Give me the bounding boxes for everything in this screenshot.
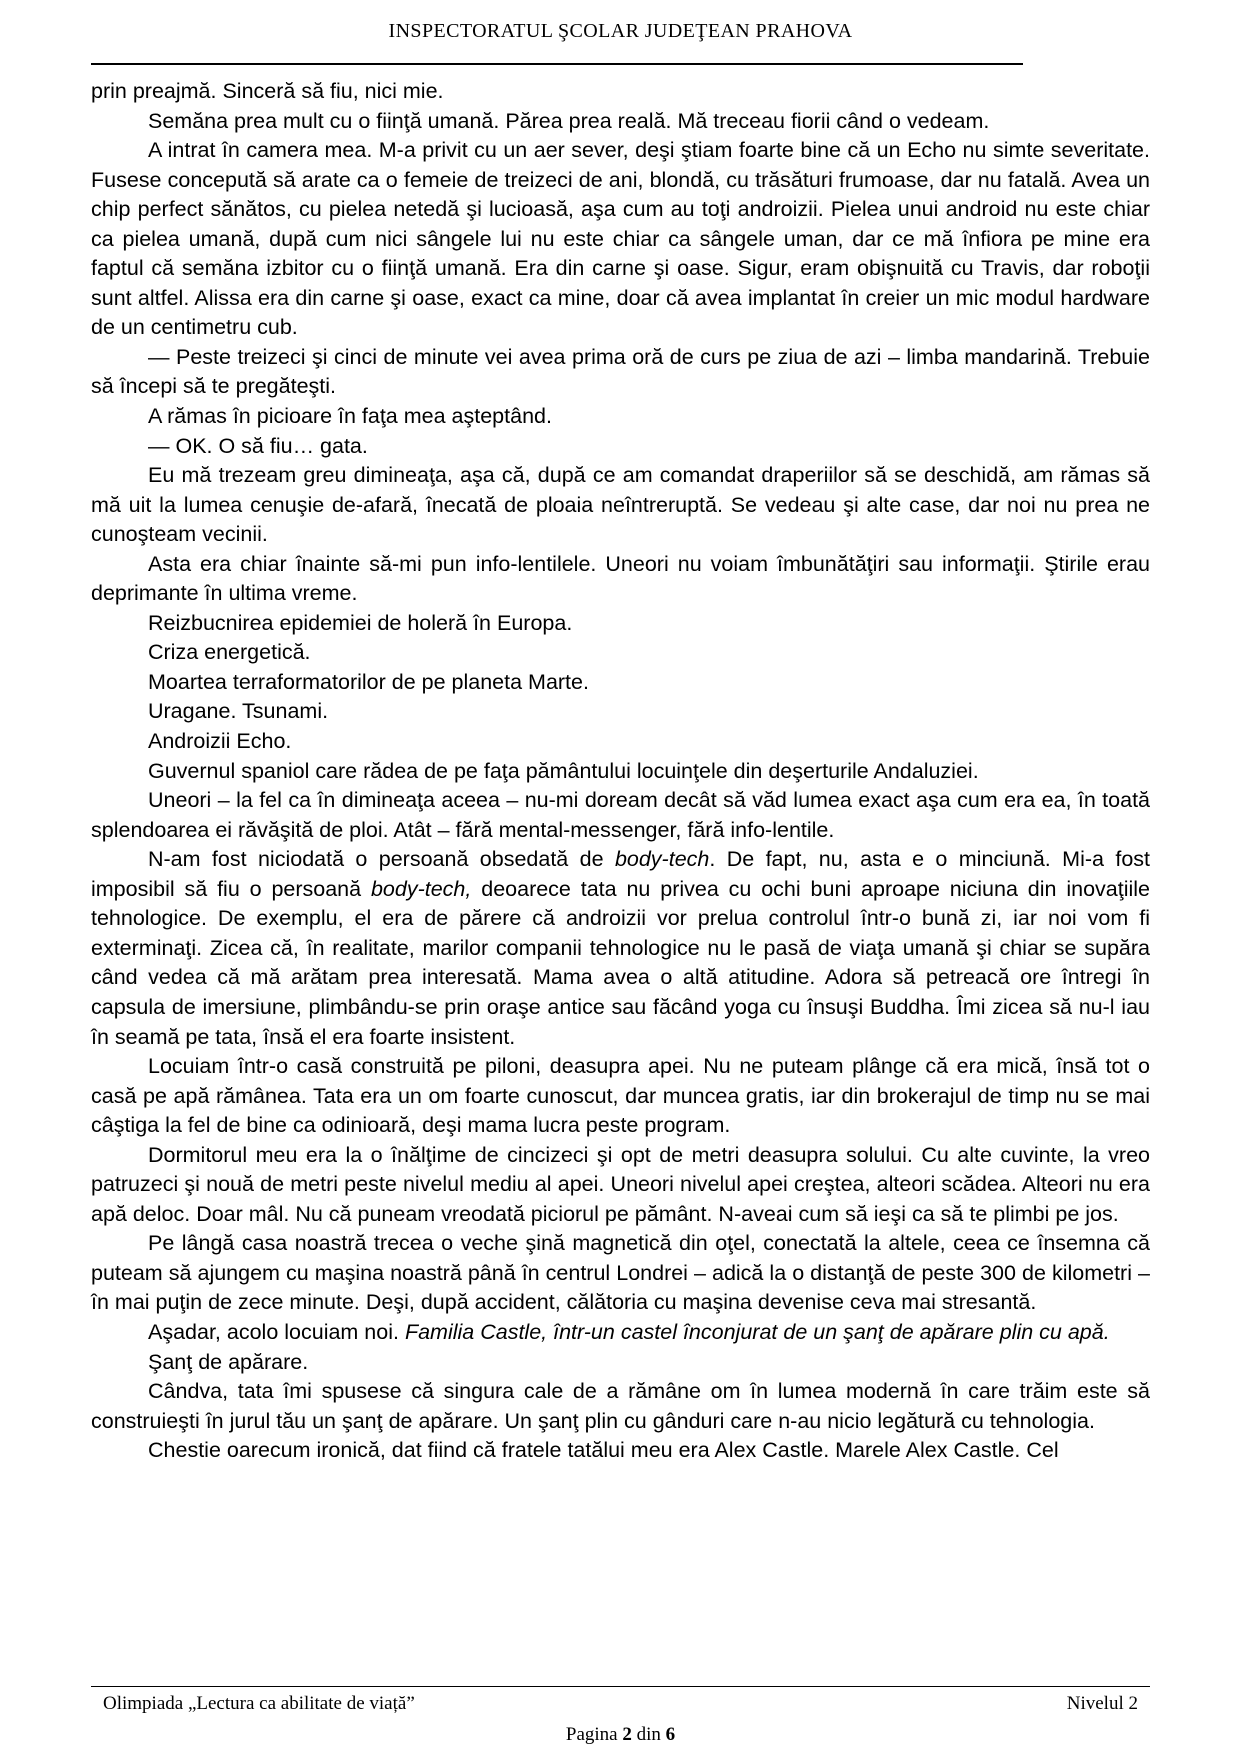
paragraph xyxy=(91,727,1150,757)
page-footer xyxy=(91,1686,1150,1748)
footer-right-text: Nivelul 2 xyxy=(1066,1693,1138,1714)
text-run: 2 xyxy=(622,1724,632,1745)
text-run: Criza energetică. xyxy=(148,640,311,665)
footer-left-text: Olimpiada „Lectura ca abilitate de viață” xyxy=(103,1693,415,1714)
text-run: deoarece tata nu privea cu ochi buni aproape niciuna din inovaţiile tehnologice. De exemplu, el era de părere că androizii vor prelua controlul într-o bună zi, iar noi vom fi exterminaţi. Zicea că, în realitate, marilor companii tehnologice nu le pasă de viaţa umană şi chiar se supăra când vedea că mă arătam prea interesată. Mama avea o altă atitudine. Adora să petreacă ore întregi în capsula de imersiune, plimbându-se prin oraşe antice sau făcând yoga cu însuşi Buddha. Îmi zicea să nu-l iau în seamă pe tata, însă el era foarte insistent. xyxy=(91,876,1150,1049)
text-run: Eu mă trezeam greu dimineaţa, aşa că, după ce am comandat draperiilor să se deschidă, am rămas să mă uit la lumea cenuşie de-afară, înecată de ploaia neîntreruptă. Se vedeau şi alte case, dar noi nu prea ne cunoşteam vecinii. xyxy=(91,463,1150,547)
paragraph xyxy=(91,1229,1150,1318)
header-divider xyxy=(91,63,1023,65)
document-body xyxy=(91,77,1150,1466)
paragraph xyxy=(91,609,1150,639)
paragraph xyxy=(91,550,1150,609)
text-run: Reizbucnirea epidemiei de holeră în Europa. xyxy=(148,610,573,635)
paragraph xyxy=(91,697,1150,727)
text-run: Semăna prea mult cu o fiinţă umană. Părea prea reală. Mă treceau fiorii când o vedeam. xyxy=(148,108,990,133)
text-run: din xyxy=(631,1724,666,1745)
text-run: Androizii Echo. xyxy=(148,729,292,754)
paragraph xyxy=(91,1436,1150,1466)
text-run: Cândva, tata îmi spusese că singura cale de a rămâne om în lumea modernă în care trăim este să construieşti în jurul tău un şanţ de apărare. Un şanţ plin cu gânduri care n-au nicio legătură cu tehnologia. xyxy=(91,1379,1150,1433)
paragraph xyxy=(91,77,1150,107)
text-run: Guvernul spaniol care rădea de pe faţa pământului locuinţele din deşerturile Andaluziei. xyxy=(148,758,979,783)
paragraph xyxy=(91,461,1150,550)
paragraph xyxy=(91,757,1150,787)
paragraph xyxy=(91,1348,1150,1378)
text-run: Locuiam într-o casă construită pe piloni, deasupra apei. Nu ne puteam plânge că era mică, însă tot o casă pe apă rămânea. Tata era un om foarte cunoscut, dar muncea gratis, iar din brokerajul de timp nu se mai câştiga la fel de bine ca odinioară, deşi mama lucra peste program. xyxy=(91,1054,1150,1138)
paragraph xyxy=(91,402,1150,432)
text-run: N-am fost niciodată o persoană obsedată de xyxy=(148,847,615,872)
paragraph xyxy=(91,343,1150,402)
paragraph xyxy=(91,638,1150,668)
text-run: Şanţ de apărare. xyxy=(148,1349,309,1374)
paragraph xyxy=(91,1141,1150,1230)
text-run: Pe lângă casa noastră trecea o veche şină magnetică din oţel, conectată la altele, ceea ce însemna că puteam să ajungem cu maşina noastră până în centrul Londrei – adică la o distanţă de peste 300 de kilometri – în mai puţin de zece minute. Deşi, după accident, călătoria cu maşina devenise ceva mai stresantă. xyxy=(91,1231,1150,1315)
paragraph xyxy=(91,107,1150,137)
text-run: Aşadar, acolo locuiam noi. xyxy=(148,1319,405,1344)
text-run: Pagina xyxy=(565,1724,623,1745)
page-number xyxy=(91,1724,1150,1748)
text-run: 6 xyxy=(665,1724,676,1745)
paragraph xyxy=(91,668,1150,698)
text-run: A intrat în camera mea. M-a privit cu un aer sever, deşi ştiam foarte bine că un Echo nu simte severitate. Fusese concepută să arate ca o femeie de treizeci de ani, blondă, cu trăsături frumoase, dar nu fatală. Avea un chip perfect sănătos, cu pielea netedă şi lucioasă, aşa cum au toţi androizii. Pielea unui android nu este chiar ca pielea umană, după cum nici sângele lui nu este chiar ca sângele uman, dar ce mă înfiora pe mine era faptul că semăna izbitor cu o fiinţă umană. Era din carne şi oase. Sigur, eram obişnuită cu Travis, dar roboţii sunt altfel. Alissa era din carne şi oase, exact ca mine, doar că avea implantat în creier un mic modul hardware de un centimetru cub. xyxy=(91,138,1150,340)
paragraph xyxy=(91,1318,1150,1348)
text-run: Uragane. Tsunami. xyxy=(148,699,329,724)
paragraph xyxy=(91,136,1150,343)
footer-row xyxy=(91,1687,1150,1715)
paragraph xyxy=(91,1377,1150,1436)
text-run: Familia Castle, într-un castel înconjurat de un şanţ de apărare plin cu apă. xyxy=(404,1319,1110,1344)
text-run: Dormitorul meu era la o înălţime de cincizeci şi opt de metri deasupra solului. Cu alte cuvinte, la vreo patruzeci şi nouă de metri peste nivelul mediu al apei. Uneori nivelul apei creştea, alteori scădea. Alteori nu era apă deloc. Doar mâl. Nu că puneam vreodată piciorul pe pământ. N-aveai cum să ieşi ca să te plimbi pe jos. xyxy=(91,1142,1150,1226)
text-run: Asta era chiar înainte să-mi pun info-lentilele. Uneori nu voiam îmbunătăţiri sau informaţii. Ştirile erau deprimante în ultima vreme. xyxy=(91,551,1150,606)
text-run: . De fapt, nu, asta e o minciună. Mi-a fost imposibil să fiu o persoană xyxy=(91,847,1150,901)
paragraph xyxy=(91,1052,1150,1141)
text-run: body-tech, xyxy=(370,876,472,901)
text-run: — OK. O să fiu… gata. xyxy=(148,433,368,458)
paragraph xyxy=(91,432,1150,462)
text-run: prin preajmă. Sinceră să fiu, nici mie. xyxy=(91,79,444,103)
paragraph xyxy=(91,845,1150,1052)
text-run: — Peste treizeci şi cinci de minute vei avea prima oră de curs pe ziua de azi – limba mandarină. Trebuie să începi să te pregăteşti. xyxy=(91,344,1150,399)
text-run: body-tech xyxy=(614,847,710,872)
text-run: A rămas în picioare în faţa mea aşteptând. xyxy=(148,404,552,429)
text-run: Moartea terraformatorilor de pe planeta Marte. xyxy=(148,669,589,694)
text-run: Uneori – la fel ca în dimineaţa aceea – nu-mi doream decât să văd lumea exact aşa cum era ea, în toată splendoarea ei răvăşită de ploi. Atât – fără mental-messenger, fără info-lentile. xyxy=(91,788,1150,842)
paragraph xyxy=(91,786,1150,845)
page-title: INSPECTORATUL ŞCOLAR JUDEŢEAN PRAHOVA xyxy=(388,20,853,42)
text-run: Chestie oarecum ironică, dat fiind că fratele tatălui meu era Alex Castle. Marele Alex Castle. Cel xyxy=(148,1438,1059,1463)
